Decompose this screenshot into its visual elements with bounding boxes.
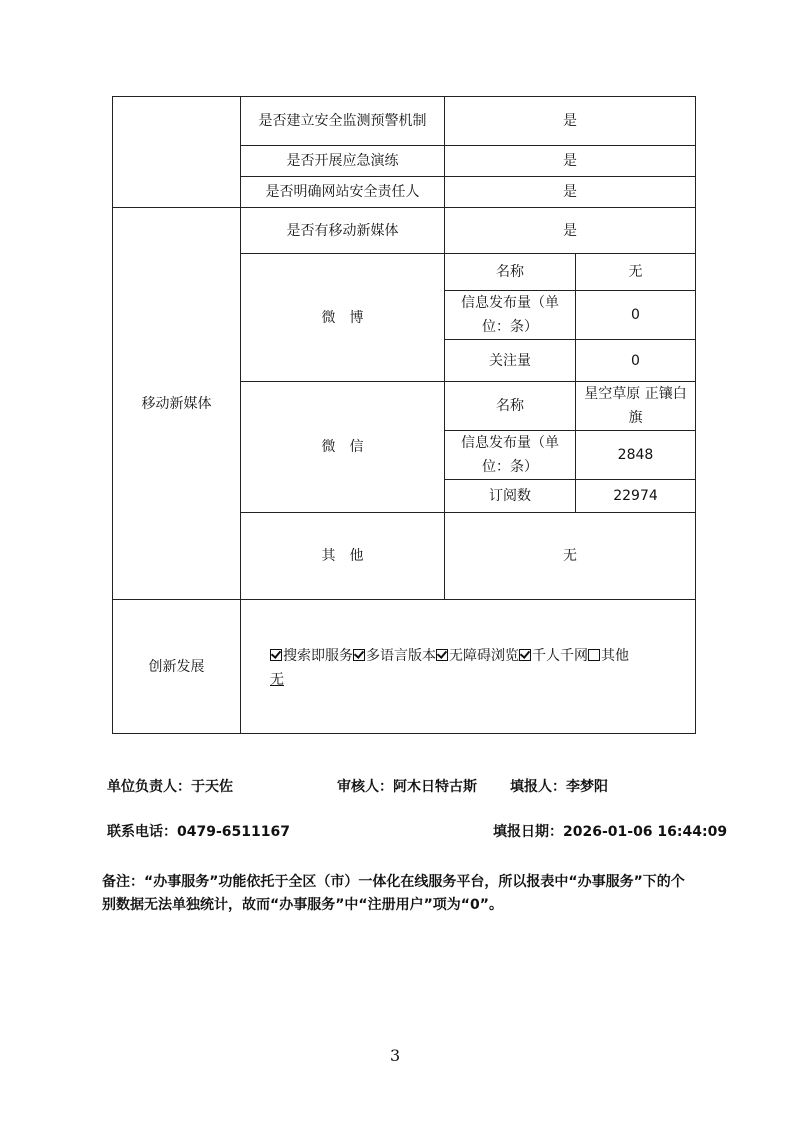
wechat-posts-label: 信息发布量（单位：条） — [461, 435, 559, 475]
option-accessibility[interactable]: 无障碍浏览 — [436, 648, 519, 664]
contact-phone: 联系电话：0479-6511167 — [107, 824, 290, 840]
checkbox-empty-icon[interactable] — [588, 649, 600, 661]
option-personalized[interactable]: 千人千网 — [519, 648, 588, 664]
reviewer: 审核人：阿木日特古斯 — [337, 779, 477, 795]
responsible-label: 是否明确网站安全责任人 — [265, 184, 420, 200]
weibo-name-value: 无 — [628, 264, 643, 280]
mobile-section-label: 移动新媒体 — [141, 395, 212, 412]
other-label: 其 他 — [321, 548, 364, 564]
weibo-label: 微 博 — [321, 309, 364, 326]
option-search-service[interactable]: 搜索即服务 — [270, 648, 353, 664]
checkbox-checked-icon[interactable] — [353, 649, 365, 661]
drill-label: 是否开展应急演练 — [286, 153, 399, 169]
responsible-value: 是 — [563, 184, 577, 200]
has-mobile-value: 是 — [563, 222, 577, 239]
fill-date: 填报日期：2026-01-06 16:44:09 — [493, 824, 728, 840]
filler: 填报人：李梦阳 — [510, 779, 608, 795]
unit-head: 单位负责人：于天佐 — [107, 779, 233, 795]
wechat-subscribers-label: 订阅数 — [489, 488, 531, 504]
innovation-options — [270, 644, 694, 692]
footnote: 备注：“办事服务”功能依托于全区（市）一体化在线服务平台，所以报表中“办事服务”下的个别数据无法单独统计，故而“办事服务”中“注册用户”项为“0”。 — [102, 874, 685, 913]
checkbox-checked-icon[interactable] — [519, 649, 531, 661]
other-value: 无 — [563, 548, 577, 564]
drill-value: 是 — [563, 153, 577, 169]
wechat-subscribers-value: 22974 — [613, 488, 658, 504]
checkbox-checked-icon[interactable] — [270, 649, 282, 661]
has-mobile-label: 是否有移动新媒体 — [286, 222, 399, 239]
option-other[interactable]: 其他 — [588, 648, 629, 664]
monitoring-label: 是否建立安全监测预警机制 — [258, 113, 427, 129]
wechat-name-label: 名称 — [496, 398, 524, 414]
page-number: 3 — [390, 1046, 401, 1065]
wechat-label: 微 信 — [321, 439, 364, 455]
innovation-label: 创新发展 — [148, 658, 205, 675]
other-text: 无 — [270, 672, 284, 688]
checkbox-checked-icon[interactable] — [436, 649, 448, 661]
weibo-posts-label: 信息发布量（单位：条） — [461, 295, 559, 335]
weibo-name-label: 名称 — [496, 264, 524, 280]
wechat-posts-value: 2848 — [617, 447, 654, 463]
wechat-name-value: 星空草原 正镶白旗 — [584, 386, 687, 426]
weibo-posts-value: 0 — [631, 307, 640, 323]
weibo-followers-label: 关注量 — [489, 352, 531, 369]
option-multilanguage[interactable]: 多语言版本 — [353, 648, 436, 664]
weibo-followers-value: 0 — [631, 352, 640, 369]
monitoring-value: 是 — [563, 113, 577, 129]
